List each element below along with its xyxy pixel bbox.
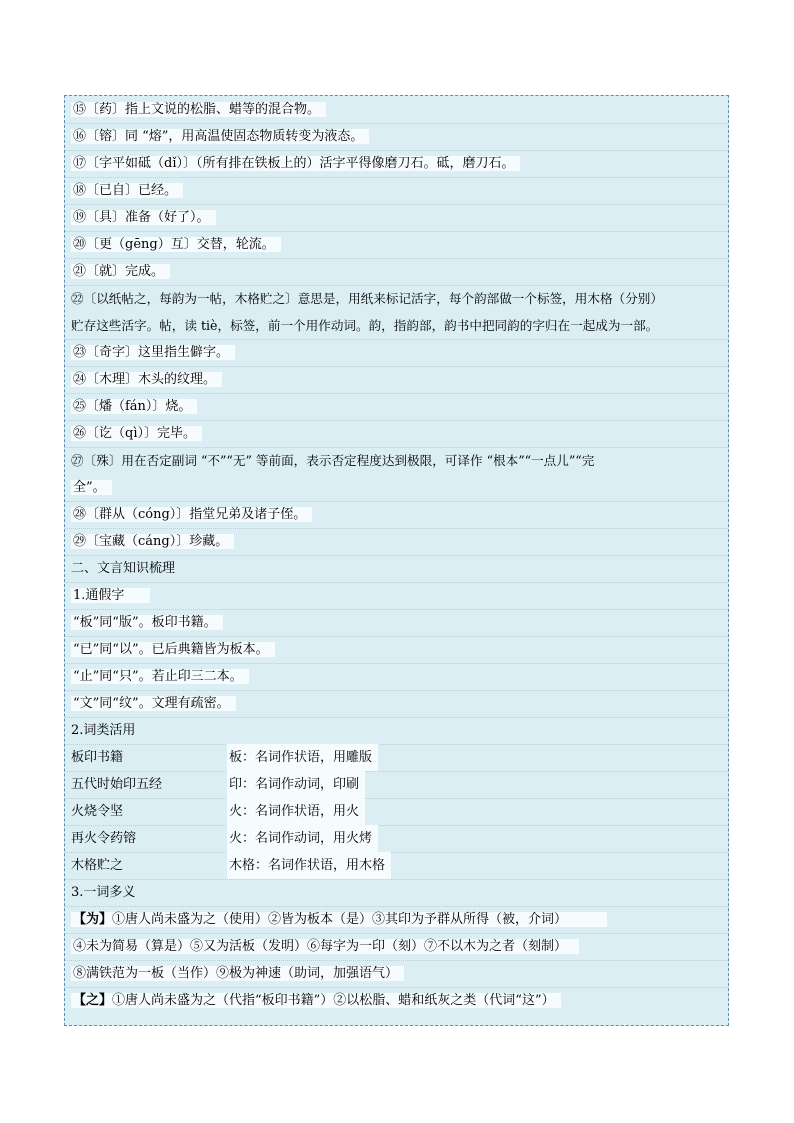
note-18: ⑱〔已自〕已经。: [71, 177, 183, 204]
tongjia-item: “止”同“只”。若止印三二本。: [71, 663, 249, 690]
note-19: ⑲〔具〕准备（好了）。: [71, 204, 216, 231]
huoyong-explain: 木格：名词作状语，用木格: [227, 852, 391, 879]
note-24: ㉔〔木理〕木头的纹理。: [71, 366, 222, 393]
note-23: ㉓〔奇字〕这里指生僻字。: [71, 339, 235, 366]
note-27-line1: ㉗〔殊〕用在否定副词 “不”“无” 等前面，表示否定程度达到极限，可译作 “根本”“一点儿”“完: [71, 453, 595, 468]
huoyong-row: [71, 771, 365, 798]
duoyi-row: [71, 933, 579, 960]
note-22-line1: ㉒〔以纸帖之，每韵为一帖，木格贮之〕意思是，用纸来标记活字，每个韵部做一个标签，用木格（分别）: [71, 291, 663, 306]
huoyong-explain: 火：名词作动词，用火烤: [227, 825, 378, 852]
huoyong-phrase: 五代时始印五经: [71, 777, 163, 792]
duoyi-tag: 【为】: [73, 912, 113, 927]
huoyong-phrase: 再火令药镕: [71, 831, 137, 846]
huoyong-phrase: 火烧令坚: [71, 804, 124, 819]
note-22-line2: 贮存这些活字。帖，读 tiè，标签，前一个用作动词。韵，指韵部，韵书中把同韵的字归在一起成为一部。: [71, 318, 659, 333]
tongjia-item: “已”同“以”。已后典籍皆为板本。: [71, 636, 275, 663]
tongjia-item: “板”同“版”。板印书籍。: [71, 609, 223, 636]
duoyi-text: ①唐人尚未盛为之（代指“板印书籍”）②以松脂、蜡和纸灰之类（代词“这”）: [112, 993, 555, 1008]
section-title: 二、文言知识梳理: [71, 561, 176, 576]
note-29: ㉙〔宝藏（cáng）〕珍藏。: [71, 528, 234, 555]
huoyong-row: [71, 744, 378, 771]
note-20: ⑳〔更（gēng）互〕交替，轮流。: [71, 231, 281, 258]
huoyong-phrase: 木格贮之: [71, 858, 124, 873]
huoyong-row: [71, 798, 365, 825]
tongjia-item: “文”同“纹”。文理有疏密。: [71, 690, 236, 717]
subsection-tongjia-title: 1.通假字: [71, 582, 150, 609]
huoyong-phrase: 板印书籍: [71, 750, 124, 765]
note-16: ⑯〔镕〕同 “熔”，用高温使固态物质转变为液态。: [71, 123, 369, 150]
note-17: ⑰〔字平如砥（dǐ）〕（所有排在铁板上的）活字平得像磨刀石。砥，磨刀石。: [71, 150, 520, 177]
duoyi-row: [71, 906, 607, 933]
subsection-huoyong-title: 2.词类活用: [71, 723, 136, 738]
duoyi-text: ①唐人尚未盛为之（使用）②皆为板本（是）③其印为予群从所得（被，介词）: [112, 912, 568, 927]
huoyong-row: [71, 825, 378, 852]
subsection-duoyi-title: 3.一词多义: [71, 885, 136, 900]
note-25: ㉕〔燔（fán）〕烧。: [71, 393, 197, 420]
huoyong-explain: 火：名词作状语，用火: [227, 798, 365, 825]
huoyong-row: [71, 852, 391, 879]
note-26: ㉖〔讫（qì）〕完毕。: [71, 420, 202, 447]
duoyi-row: [71, 960, 404, 987]
duoyi-tag: 【之】: [73, 993, 113, 1008]
note-21: ㉑〔就〕完成。: [71, 258, 170, 285]
annotation-box: [64, 95, 729, 1026]
duoyi-text: ⑧满铁范为一板（当作）⑨极为神速（助词，加强语气）: [73, 966, 399, 981]
note-15: ⑮〔药〕指上文说的松脂、蜡等的混合物。: [71, 96, 326, 123]
duoyi-row: [71, 987, 561, 1014]
duoyi-text: ④未为简易（算是）⑤又为活板（发明）⑥每字为一印（刻）⑦不以木为之者（刻制）: [73, 939, 568, 954]
huoyong-explain: 板：名词作状语，用雕版: [227, 744, 378, 771]
huoyong-explain: 印：名词作动词，印刷: [227, 771, 365, 798]
note-27-line2: 全”。: [71, 474, 112, 501]
note-28: ㉘〔群从（cóng）〕指堂兄弟及诸子侄。: [71, 501, 312, 528]
